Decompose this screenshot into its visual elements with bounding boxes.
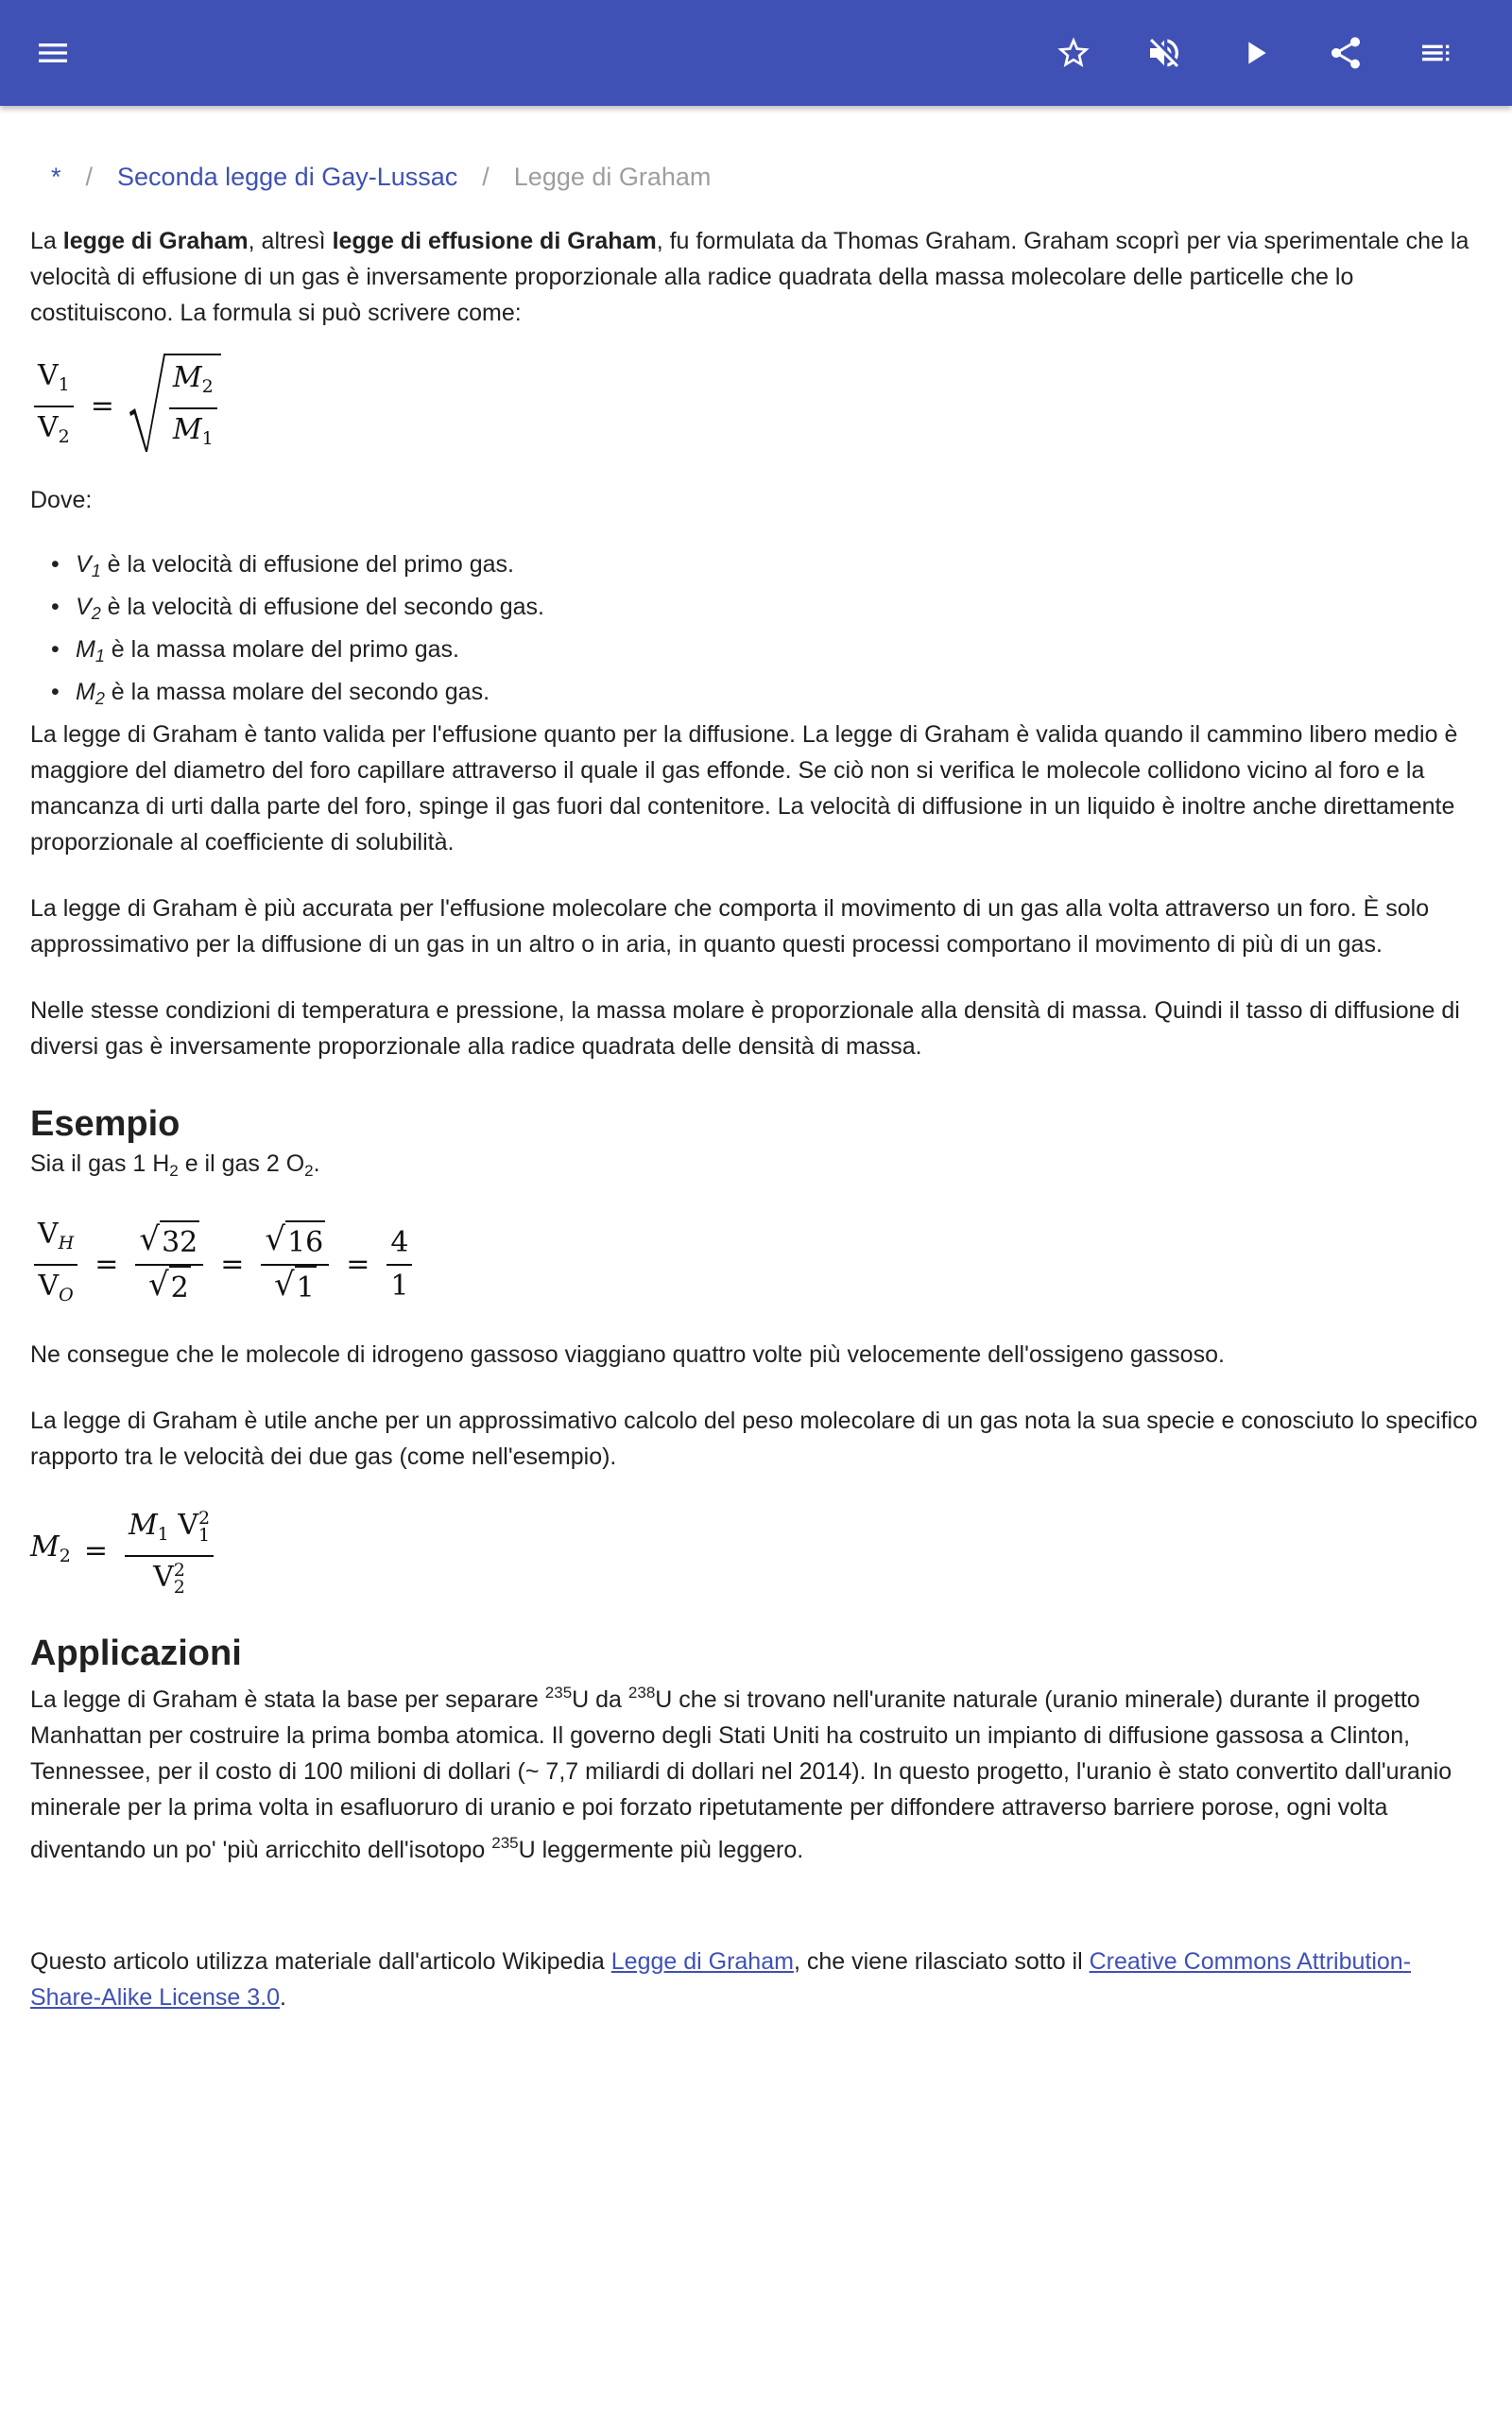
share-icon (1327, 34, 1365, 72)
subscript: 2 (173, 1576, 185, 1598)
density-paragraph: Nelle stesse condizioni di temperatura e pressione, la massa molare è proporzionale alla densità di massa. Quindi il tasso di diffusione di diversi gas è inversamente proporzionale alla radice quadrata delle densità di massa. (30, 997, 1460, 1060)
applications-paragraph (30, 1675, 1482, 1868)
section-heading-applicazioni: Applicazioni (30, 1634, 242, 1673)
value: 2 (169, 1266, 191, 1309)
breadcrumb-separator: / (482, 163, 490, 191)
accuracy-paragraph: La legge di Graham è più accurata per l'effusione molecolare che comporta il movimento di un gas alla volta attraverso un foro. È solo approssimativo per la diffusione di un gas in un altro o in aria, in quanto questi processi comportano il movimento di più di un gas. (30, 895, 1430, 958)
superscript: 2 (173, 1559, 185, 1581)
breadcrumb-separator: / (85, 163, 94, 191)
symbol: V (76, 551, 92, 578)
symbol: M (76, 679, 95, 705)
v2-symbol: V (38, 411, 59, 444)
text: . (313, 1150, 320, 1177)
app-bar (0, 0, 1512, 106)
isotope-number: 235 (491, 1834, 519, 1852)
definition-list (30, 546, 1482, 717)
value: 16 (285, 1220, 325, 1264)
sqrt-ratio: √ 16 √ 1 (261, 1220, 329, 1309)
equals-sign: = (346, 1248, 370, 1281)
value: 4 (390, 1226, 409, 1259)
subscript: 2 (94, 689, 105, 708)
subscript: 2 (91, 604, 101, 623)
definition-text: è la massa molare del primo gas. (104, 636, 460, 663)
isotope-number: 238 (627, 1684, 656, 1702)
subscript: 2 (169, 1162, 179, 1180)
subscript: 1 (94, 647, 105, 666)
value: 1 (295, 1266, 317, 1309)
section-heading-esempio: Esempio (30, 1104, 180, 1144)
breadcrumb-home[interactable]: * (51, 163, 61, 191)
graham-formula (30, 359, 1482, 454)
play-button[interactable] (1228, 26, 1281, 79)
list-item (76, 631, 1482, 674)
text: U da (572, 1686, 628, 1713)
breadcrumb (30, 106, 1482, 191)
example-intro (30, 1146, 1482, 1189)
equals-sign: = (94, 1248, 119, 1281)
license-link[interactable]: Creative Commons Attribution-Share-Alike License 3.0 (30, 1948, 1412, 2011)
text: Questo articolo utilizza materiale dall'articolo Wikipedia (30, 1948, 611, 1975)
symbol: V (76, 594, 92, 620)
attribution (30, 1944, 1482, 2015)
v2-symbol: V (153, 1560, 174, 1594)
isotope-number: 235 (544, 1684, 573, 1702)
intro-bold-term: legge di effusione di Graham (332, 228, 657, 254)
molar-mass-formula (30, 1499, 1482, 1603)
v1-symbol: V (38, 359, 59, 392)
breadcrumb-current: Legge di Graham (513, 163, 712, 191)
subscript: 1 (91, 562, 101, 580)
breadcrumb-parent-link[interactable]: Seconda legge di Gay-Lussac (117, 163, 458, 191)
validity-paragraph: La legge di Graham è tanto valida per l'effusione quanto per la diffusione. La legge di Graham è valida quando il cammino libero medio è maggiore del diametro del foro capillare attraverso il quale il gas effonde. Se ciò non si verifica le molecole collidono vicino al foro e la mancanza di urti dalla parte del foro, spinge il gas fuori dal contenitore. La velocità di diffusione in un liquido è inoltre anche direttamente proporzionale al coefficiente di solubilità. (30, 721, 1458, 856)
square-root (128, 354, 221, 459)
star-outline-icon (1055, 34, 1092, 72)
equals-sign: = (90, 389, 114, 423)
article (30, 106, 1482, 2015)
text: U leggermente più leggero. (518, 1837, 804, 1863)
mute-button[interactable] (1138, 26, 1191, 79)
subscript: 1 (198, 1524, 211, 1546)
wikipedia-article-link[interactable]: Legge di Graham (610, 1948, 794, 1975)
intro-text: , altresì (248, 228, 333, 254)
m1-symbol: M (128, 1508, 158, 1542)
text: e il gas 2 O (178, 1150, 305, 1177)
text: U che si trovano nell'uranite naturale (uranio minerale) durante il progetto Manhattan per costruire la prima bomba atomica. Il governo degli Stati Uniti ha costruito un impianto di diffusione gassosa a Clinton, Tennessee, per il costo di 100 milioni di dollari (~ 7,7 miliardi di dollari nel 2014). In questo progetto, l'uranio è stato convertito dall'uranio minerale per la prima volta in esafluoruro di uranio e poi forzato ripetutamente per diffondere attraverso barriere porose, ogni volta diventando un po' 'più arricchito dell'isotopo (30, 1686, 1452, 1863)
intro-text: La (30, 228, 63, 254)
menu-button[interactable] (26, 26, 79, 79)
v1-symbol: V (178, 1508, 198, 1542)
list-item (76, 674, 1482, 717)
text: , che viene rilasciato sotto il (793, 1948, 1090, 1975)
definition-text: è la velocità di effusione del secondo gas. (100, 594, 545, 620)
intro-text: , fu formulata da Thomas Graham. Graham scoprì per via sperimentale che la velocità di effusione di un gas è inversamente proporzionale alla radice quadrata della massa molecolare delle particelle che lo costituiscono. La formula si può scrivere come: (30, 228, 1469, 326)
definition-text: è la massa molare del secondo gas. (104, 679, 490, 705)
subscript: 2 (58, 426, 70, 447)
subscript: 1 (201, 428, 214, 449)
subscript: O (59, 1285, 74, 1305)
vo-symbol: V (38, 1270, 60, 1303)
subscript: H (58, 1233, 75, 1253)
m1-symbol: M (172, 413, 202, 446)
volume-off-icon (1145, 34, 1183, 72)
sqrt-ratio: √ 32 √ 2 (135, 1220, 203, 1309)
radical-sign-icon (128, 354, 165, 452)
subscript: 2 (201, 376, 214, 397)
favorite-button[interactable] (1047, 26, 1100, 79)
text: La legge di Graham è stata la base per separare (30, 1686, 545, 1713)
subscript: 2 (304, 1162, 314, 1180)
contents-button[interactable] (1410, 26, 1463, 79)
play-icon (1236, 34, 1274, 72)
molecular-weight-paragraph: La legge di Graham è utile anche per un approssimativo calcolo del peso molecolare di un gas nota la sua specie e conosciuto lo specifico rapporto tra le velocità dei due gas (come nell'esempio). (30, 1408, 1478, 1470)
value: 1 (390, 1270, 409, 1303)
intro-paragraph (30, 223, 1482, 331)
vh-symbol: V (38, 1218, 59, 1251)
list-item (76, 589, 1482, 631)
share-button[interactable] (1319, 26, 1372, 79)
subscript: 1 (157, 1523, 169, 1545)
menu-icon (34, 34, 72, 72)
m2-symbol: M (30, 1530, 60, 1564)
example-formula (30, 1216, 1482, 1314)
equals-sign: = (83, 1534, 108, 1567)
value: 32 (160, 1220, 199, 1264)
superscript: 2 (198, 1507, 211, 1529)
subscript: 1 (58, 374, 70, 395)
list-item (76, 546, 1482, 589)
symbol: M (76, 636, 95, 663)
subscript: 2 (59, 1545, 71, 1566)
text: Sia il gas 1 H (30, 1150, 170, 1177)
mass-fraction (125, 1505, 214, 1599)
equals-sign: = (220, 1248, 245, 1281)
m2-symbol: M (172, 361, 202, 394)
velocity-ratio (34, 355, 74, 458)
intro-bold-term: legge di Graham (62, 228, 249, 254)
definition-text: è la velocità di effusione del primo gas. (100, 551, 514, 578)
example-conclusion: Ne consegue che le molecole di idrogeno gassoso viaggiano quattro volte più velocemente dell'ossigeno gassoso. (30, 1341, 1225, 1368)
velocity-ratio (34, 1214, 77, 1316)
playlist-icon (1418, 34, 1455, 72)
where-label: Dove: (30, 487, 93, 513)
result-ratio (387, 1222, 412, 1307)
text: . (280, 1984, 286, 2011)
